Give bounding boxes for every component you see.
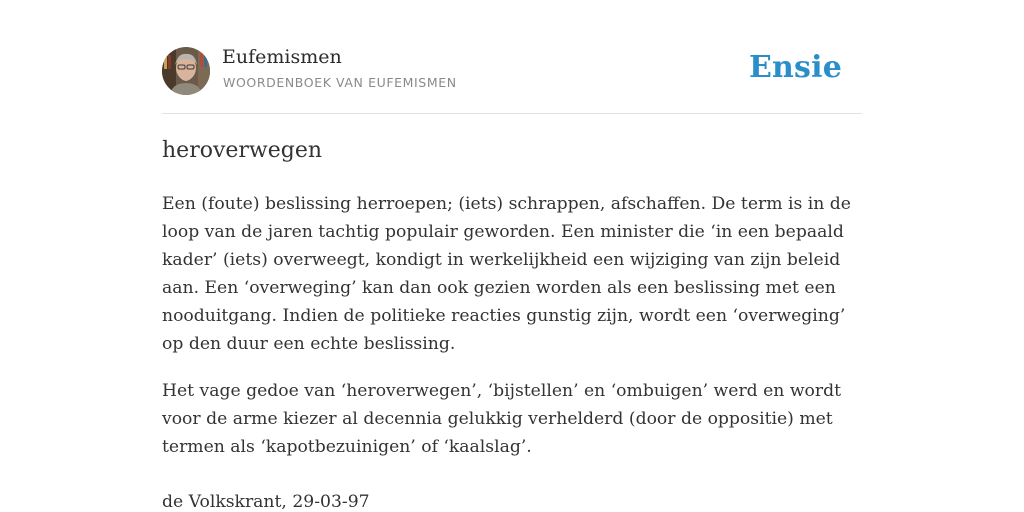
collection-subtitle: WOORDENBOEK VAN EUFEMISMEN — [223, 75, 457, 90]
entry-page — [162, 0, 862, 512]
header — [162, 0, 862, 114]
definition-paragraph-1: Een (foute) beslissing herroepen; (iets) schrappen, afschaffen. De term is in de loop van de jaren tachtig populair geworden. Een minister die ‘in een bepaald kader’ (iets) overweegt, kondigt in werkelijkheid een wijziging van zijn beleid aan. Een ‘overweging’ kan dan ook gezien worden als een beslissing met een nooduitgang. Indien de politieke reacties gunstig zijn, wordt een ‘overweging’ op den duur een echte beslissing. — [162, 194, 851, 354]
avatar-icon — [162, 47, 210, 95]
definition-paragraph-2: Het vage gedoe van ‘heroverwegen’, ‘bijstellen’ en ‘ombuigen’ werd en wordt voor de arme kiezer al decennia gelukkig verhelderd (door de oppositie) met termen als ‘kapotbezuinigen’ of ‘kaalslag’. — [162, 381, 842, 457]
collection-title[interactable]: Eufemismen — [222, 46, 342, 68]
author-avatar[interactable] — [162, 47, 210, 95]
entry-term: heroverwegen — [162, 138, 323, 163]
ensie-logo[interactable]: Ensie — [748, 50, 842, 85]
entry-source: de Volkskrant, 29-03-97 — [162, 492, 370, 512]
